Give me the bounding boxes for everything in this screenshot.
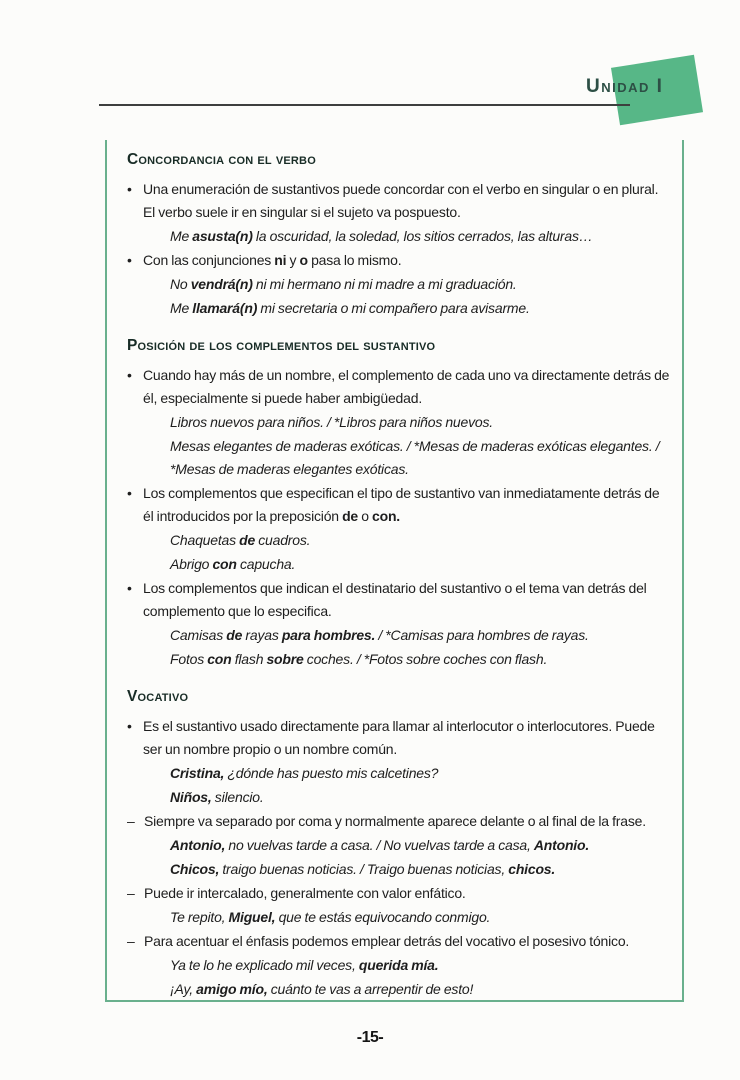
example-item xyxy=(170,225,670,248)
item-text: Puede ir intercalado, generalmente con valor enfático. xyxy=(144,885,466,901)
page-number: -15- xyxy=(356,1029,384,1046)
bullet-icon: • xyxy=(127,367,132,383)
content-box xyxy=(105,140,684,1002)
example-item xyxy=(170,411,670,434)
example-text: Cristina, ¿dónde has puesto mis calcetines? xyxy=(170,765,439,781)
section-heading: Concordancia con el verbo xyxy=(127,151,316,168)
example-text: Camisas de rayas para hombres. / *Camisas para hombres de rayas. xyxy=(170,627,589,643)
item-text: Una enumeración de sustantivos puede concordar con el verbo en singular o en plural. El verbo suele ir en singular si el sujeto va pospuesto. xyxy=(143,181,659,220)
header-rule xyxy=(99,104,630,106)
example-item xyxy=(170,978,670,1001)
section-heading: Posición de los complementos del sustantivo xyxy=(127,337,436,354)
example-item xyxy=(170,834,670,857)
example-text: Te repito, Miguel, que te estás equivocando conmigo. xyxy=(170,909,491,925)
dash-item xyxy=(127,930,670,953)
example-text: Chicos, traigo buenas noticias. / Traigo buenas noticias, chicos. xyxy=(170,861,556,877)
dash-icon: – xyxy=(127,813,135,829)
bullet-icon: • xyxy=(127,485,132,501)
example-item xyxy=(170,529,670,552)
example-text: Fotos con flash sobre coches. / *Fotos sobre coches con flash. xyxy=(170,651,548,667)
bullet-icon: • xyxy=(127,718,132,734)
item-text: Los complementos que especifican el tipo de sustantivo van inmediatamente detrás de él introducidos por la preposición de o con. xyxy=(143,485,660,524)
bullet-item xyxy=(127,249,670,272)
bullet-item xyxy=(127,482,670,528)
example-item xyxy=(170,273,670,296)
item-text: Es el sustantivo usado directamente para llamar al interlocutor o interlocutores. Puede ser un nombre propio o un nombre común. xyxy=(143,718,655,757)
bullet-icon: • xyxy=(127,181,132,197)
example-item xyxy=(170,553,670,576)
dash-item xyxy=(127,810,670,833)
example-item xyxy=(170,624,670,647)
bullet-icon: • xyxy=(127,252,132,268)
example-item xyxy=(170,786,670,809)
example-item xyxy=(170,954,670,977)
bullet-item xyxy=(127,178,670,224)
dash-icon: – xyxy=(127,885,135,901)
item-text: Cuando hay más de un nombre, el complemento de cada uno va directamente detrás de él, especialmente si puede haber ambigüedad. xyxy=(143,367,670,406)
item-text: Los complementos que indican el destinatario del sustantivo o el tema van detrás del complemento que lo especifica. xyxy=(143,580,647,619)
example-text: Me asusta(n) la oscuridad, la soledad, los sitios cerrados, las alturas… xyxy=(170,228,593,244)
example-item xyxy=(170,762,670,785)
dash-icon: – xyxy=(127,933,135,949)
example-text: Ya te lo he explicado mil veces, querida mía. xyxy=(170,957,439,973)
example-text: ¡Ay, amigo mío, cuánto te vas a arrepentir de esto! xyxy=(170,981,474,997)
example-item xyxy=(170,858,670,881)
bullet-item xyxy=(127,577,670,623)
example-text: Antonio, no vuelvas tarde a casa. / No vuelvas tarde a casa, Antonio. xyxy=(170,837,590,853)
example-text: Libros nuevos para niños. / *Libros para niños nuevos. xyxy=(170,414,493,430)
unit-label: Unidad I xyxy=(586,76,664,97)
item-text: Siempre va separado por coma y normalmente aparece delante o al final de la frase. xyxy=(144,813,646,829)
bullet-icon: • xyxy=(127,580,132,596)
example-text: No vendrá(n) ni mi hermano ni mi madre a mi graduación. xyxy=(170,276,517,292)
dash-item xyxy=(127,882,670,905)
example-text: Niños, silencio. xyxy=(170,789,264,805)
example-item xyxy=(170,435,670,481)
example-text: Abrigo con capucha. xyxy=(170,556,296,572)
section-heading: Vocativo xyxy=(127,688,189,705)
item-text: Con las conjunciones ni y o pasa lo mismo. xyxy=(143,252,402,268)
item-text: Para acentuar el énfasis podemos emplear detrás del vocativo el posesivo tónico. xyxy=(144,933,630,949)
example-item xyxy=(170,297,670,320)
example-text: Chaquetas de cuadros. xyxy=(170,532,311,548)
example-item xyxy=(170,648,670,671)
example-item xyxy=(170,906,670,929)
example-text: Mesas elegantes de maderas exóticas. / *Mesas de maderas exóticas elegantes. / *Mesas de maderas elegantes exóticas. xyxy=(170,438,660,477)
bullet-item xyxy=(127,364,670,410)
bullet-item xyxy=(127,715,670,761)
example-text: Me llamará(n) mi secretaria o mi compañero para avisarme. xyxy=(170,300,530,316)
